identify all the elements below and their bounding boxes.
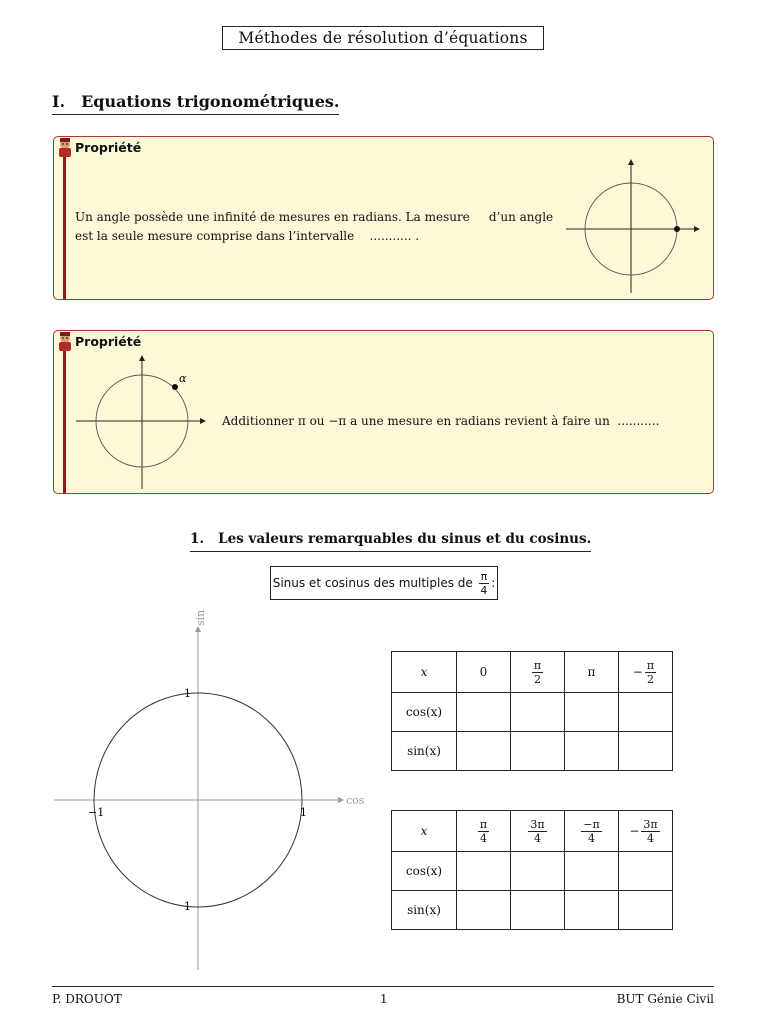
- sin-axis-label: sin: [194, 609, 207, 626]
- arrow-icon: [338, 797, 344, 803]
- table-cell[interactable]: [619, 693, 673, 732]
- values-table-1: [391, 651, 673, 771]
- table-row: [392, 852, 673, 891]
- table-cell[interactable]: [457, 693, 511, 732]
- table-cell[interactable]: [511, 891, 565, 930]
- table-header-cell: $\frac{\pi}{2}$: [511, 652, 565, 693]
- alpha-label: α: [179, 372, 187, 385]
- unit-circle-figure: [562, 157, 702, 297]
- values-table-2: [391, 810, 673, 930]
- table-cell[interactable]: [619, 891, 673, 930]
- fraction: $\frac{\pi}{4}$: [480, 569, 488, 597]
- table-row: [392, 891, 673, 930]
- arrow-icon: [200, 418, 206, 424]
- tick-label-right: 1: [300, 806, 307, 819]
- arrow-icon: [628, 159, 634, 165]
- note-box: [270, 566, 498, 600]
- row-label-sin: sin(x): [392, 891, 457, 930]
- table-cell[interactable]: [619, 732, 673, 771]
- table-header-cell: π: [565, 652, 619, 693]
- property-box-2: [53, 330, 714, 494]
- point-marker: [172, 384, 178, 390]
- table-header-cell: $\frac{-\pi}{4}$: [565, 811, 619, 852]
- table-header-row: [392, 811, 673, 852]
- row-label-cos: cos(x): [392, 693, 457, 732]
- trig-circle-figure: [40, 600, 380, 980]
- table-cell[interactable]: [565, 732, 619, 771]
- table-header-cell: − $\frac{3\pi}{4}$: [619, 811, 673, 852]
- footer-page-number: 1: [380, 992, 388, 1006]
- document-title: Méthodes de résolution d’équations: [222, 26, 544, 50]
- section-number: I.: [52, 92, 66, 111]
- footer-course: BUT Génie Civil: [616, 992, 714, 1006]
- table-cell[interactable]: [565, 852, 619, 891]
- unit-circle-figure: [72, 351, 212, 491]
- tick-label-bottom: 1: [184, 900, 191, 913]
- cos-axis-label: cos: [346, 794, 365, 807]
- point-marker: [674, 226, 680, 232]
- property-text-line: est la seule mesure comprise dans l’intervalle ........... .: [75, 229, 420, 243]
- property-text: [75, 208, 555, 246]
- property-box-1: [53, 136, 714, 300]
- table-row: [392, 693, 673, 732]
- note-suffix: :: [491, 576, 496, 590]
- section-heading: [52, 92, 339, 115]
- footer-author: P. DROUOT: [52, 992, 122, 1006]
- section-title: Equations trigonométriques.: [81, 92, 340, 111]
- property-rail: [63, 345, 66, 493]
- table-cell[interactable]: [457, 852, 511, 891]
- table-header-cell: $\frac{3\pi}{4}$: [511, 811, 565, 852]
- property-label: Propriété: [75, 334, 142, 349]
- table-cell[interactable]: [457, 891, 511, 930]
- subsection-number: 1.: [190, 531, 205, 547]
- note-prefix: Sinus et cosinus des multiples de: [272, 576, 473, 590]
- table-cell[interactable]: [619, 852, 673, 891]
- table-cell[interactable]: [511, 732, 565, 771]
- table-cell[interactable]: [511, 852, 565, 891]
- property-rail: [63, 151, 66, 299]
- table-row: [392, 732, 673, 771]
- mascot-icon: [56, 331, 74, 353]
- table-header-cell: $\frac{\pi}{4}$: [457, 811, 511, 852]
- table-header-cell: − $\frac{\pi}{2}$: [619, 652, 673, 693]
- table-header-x: x: [392, 811, 457, 852]
- table-cell[interactable]: [565, 891, 619, 930]
- table-cell[interactable]: [511, 693, 565, 732]
- property-text: Additionner π ou −π a une mesure en radians revient à faire un ...........: [222, 414, 660, 428]
- footer-divider: [52, 986, 714, 987]
- arrow-icon: [139, 355, 145, 361]
- arrow-icon: [694, 226, 700, 232]
- subsection-title: Les valeurs remarquables du sinus et du cosinus.: [218, 531, 592, 547]
- property-text-line: Un angle possède une infinité de mesures en radians. La mesure d’un angle: [75, 210, 554, 224]
- table-cell[interactable]: [457, 732, 511, 771]
- tick-label-top: 1: [184, 687, 191, 700]
- table-header-cell: 0: [457, 652, 511, 693]
- subsection-heading: [190, 531, 591, 552]
- mascot-icon: [56, 137, 74, 159]
- table-cell[interactable]: [565, 693, 619, 732]
- row-label-sin: sin(x): [392, 732, 457, 771]
- tick-label-left: −1: [88, 806, 105, 819]
- table-header-x: x: [392, 652, 457, 693]
- table-header-row: [392, 652, 673, 693]
- property-label: Propriété: [75, 140, 142, 155]
- row-label-cos: cos(x): [392, 852, 457, 891]
